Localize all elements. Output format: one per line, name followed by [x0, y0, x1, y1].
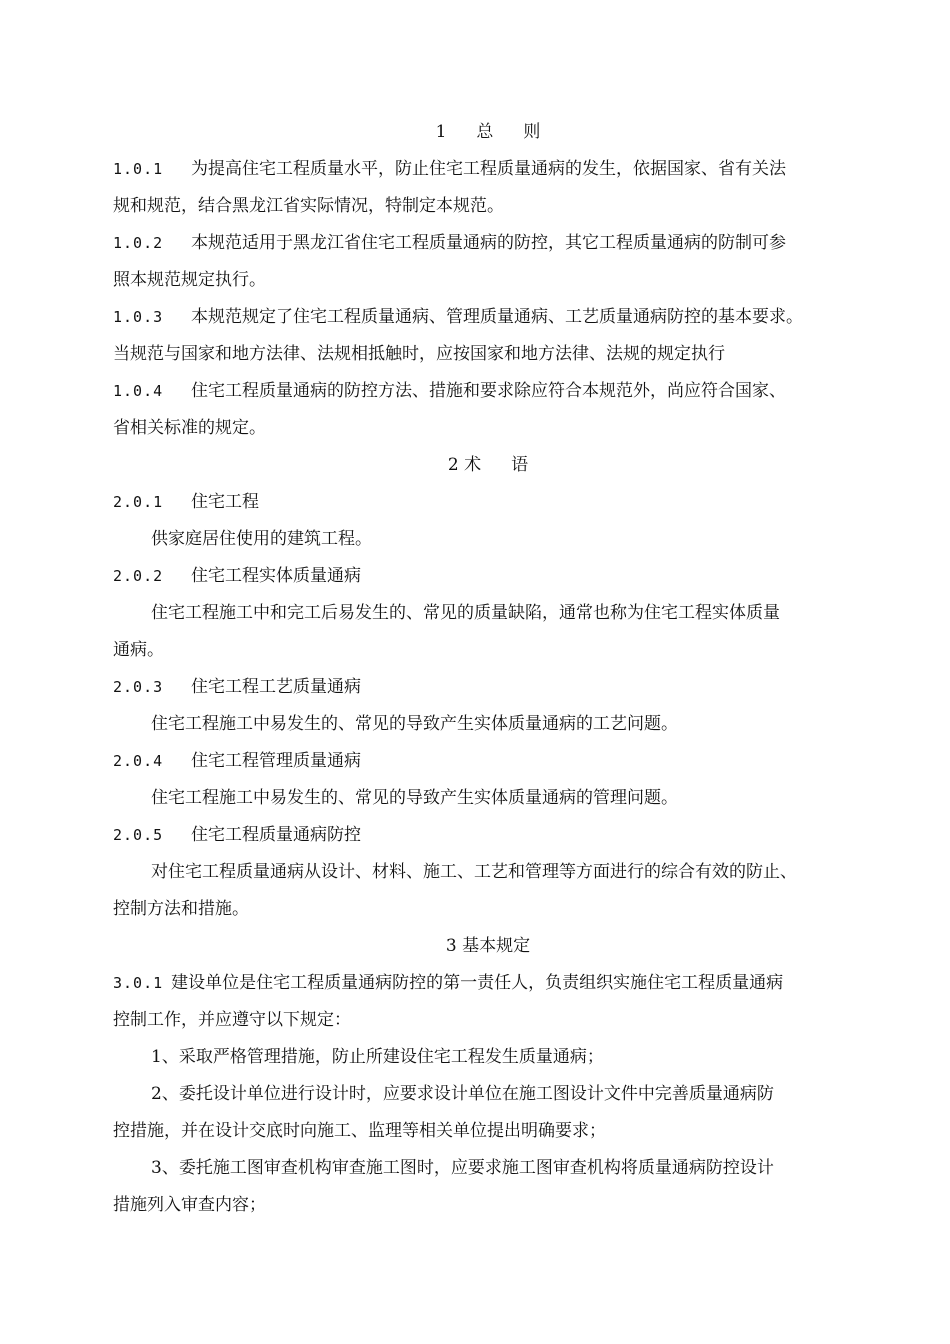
list-item	[113, 1076, 863, 1113]
clause-text: 照本规范规定执行。	[113, 270, 266, 290]
clause-1-0-4	[113, 373, 863, 410]
term-2-0-5	[113, 817, 863, 854]
definition-text: 控制方法和措施。	[113, 899, 249, 919]
term-definition-continuation	[113, 632, 863, 669]
clause-number: 2.0.2	[113, 567, 164, 585]
clause-text: 本规范规定了住宅工程质量通病、管理质量通病、工艺质量通病防控的基本要求。	[191, 307, 803, 327]
term-name: 住宅工程	[191, 492, 259, 512]
clause-number: 2.0.1	[113, 493, 164, 511]
definition-text: 住宅工程施工中和完工后易发生的、常见的质量缺陷，通常也称为住宅工程实体质量	[151, 603, 780, 623]
clause-text: 规和规范，结合黑龙江省实际情况，特制定本规范。	[113, 196, 504, 216]
clause-1-0-3	[113, 299, 863, 336]
document-body	[113, 114, 863, 1224]
term-definition	[113, 854, 863, 891]
section-heading-1	[113, 114, 863, 151]
definition-text: 住宅工程施工中易发生的、常见的导致产生实体质量通病的管理问题。	[151, 788, 678, 808]
section-title: 基本规定	[462, 936, 531, 956]
term-2-0-4	[113, 743, 863, 780]
clause-number: 1.0.4	[113, 382, 164, 400]
clause-text: 当规范与国家和地方法律、法规相抵触时，应按国家和地方法律、法规的规定执行	[113, 344, 725, 364]
clause-number: 2.0.4	[113, 752, 164, 770]
clause-text: 建设单位是住宅工程质量通病防控的第一责任人，负责组织实施住宅工程质量通病	[171, 973, 784, 993]
clause-continuation	[113, 1002, 863, 1039]
term-name: 住宅工程管理质量通病	[191, 751, 361, 771]
term-2-0-1	[113, 484, 863, 521]
section-number: 1	[435, 122, 447, 142]
clause-number: 1.0.2	[113, 234, 164, 252]
definition-text: 供家庭居住使用的建筑工程。	[151, 529, 372, 549]
list-item-text: 措施列入审查内容；	[113, 1195, 266, 1215]
clause-text: 控制工作，并应遵守以下规定：	[113, 1010, 351, 1030]
section-heading-3	[113, 928, 863, 965]
definition-text: 对住宅工程质量通病从设计、材料、施工、工艺和管理等方面进行的综合有效的防止、	[151, 862, 797, 882]
list-item-continuation	[113, 1113, 863, 1150]
term-definition	[113, 780, 863, 817]
section-number: 2	[447, 455, 459, 475]
clause-number: 2.0.3	[113, 678, 164, 696]
clause-1-0-1	[113, 151, 863, 188]
section-title-part: 则	[523, 122, 541, 142]
term-name: 住宅工程实体质量通病	[191, 566, 361, 586]
definition-text: 住宅工程施工中易发生的、常见的导致产生实体质量通病的工艺问题。	[151, 714, 678, 734]
clause-continuation	[113, 336, 863, 373]
clause-1-0-2	[113, 225, 863, 262]
clause-continuation	[113, 262, 863, 299]
list-item-continuation	[113, 1187, 863, 1224]
term-name: 住宅工程质量通病防控	[191, 825, 361, 845]
section-title-part: 语	[511, 455, 529, 475]
term-2-0-3	[113, 669, 863, 706]
clause-number: 2.0.5	[113, 826, 164, 844]
clause-number: 1.0.3	[113, 308, 164, 326]
clause-continuation	[113, 188, 863, 225]
section-number: 3	[445, 936, 457, 956]
list-item-text: 1、采取严格管理措施，防止所建设住宅工程发生质量通病；	[151, 1047, 604, 1067]
list-item-text: 3、委托施工图审查机构审查施工图时，应要求施工图审查机构将质量通病防控设计	[151, 1158, 774, 1178]
clause-text: 住宅工程质量通病的防控方法、措施和要求除应符合本规范外，尚应符合国家、	[191, 381, 786, 401]
section-heading-2	[113, 447, 863, 484]
clause-number: 3.0.1	[113, 974, 164, 992]
list-item	[113, 1039, 863, 1076]
list-item-text: 控措施，并在设计交底时向施工、监理等相关单位提出明确要求；	[113, 1121, 606, 1141]
list-item	[113, 1150, 863, 1187]
clause-3-0-1	[113, 965, 863, 1002]
clause-text: 省相关标准的规定。	[113, 418, 266, 438]
term-name: 住宅工程工艺质量通病	[191, 677, 361, 697]
term-definition-continuation	[113, 891, 863, 928]
section-title-part: 总	[476, 122, 494, 142]
clause-text: 为提高住宅工程质量水平，防止住宅工程质量通病的发生，依据国家、省有关法	[191, 159, 786, 179]
term-2-0-2	[113, 558, 863, 595]
definition-text: 通病。	[113, 640, 164, 660]
section-title-part: 术	[464, 455, 482, 475]
list-item-text: 2、委托设计单位进行设计时，应要求设计单位在施工图设计文件中完善质量通病防	[151, 1084, 774, 1104]
clause-text: 本规范适用于黑龙江省住宅工程质量通病的防控，其它工程质量通病的防制可参	[191, 233, 786, 253]
term-definition	[113, 595, 863, 632]
term-definition	[113, 521, 863, 558]
clause-continuation	[113, 410, 863, 447]
term-definition	[113, 706, 863, 743]
clause-number: 1.0.1	[113, 160, 164, 178]
